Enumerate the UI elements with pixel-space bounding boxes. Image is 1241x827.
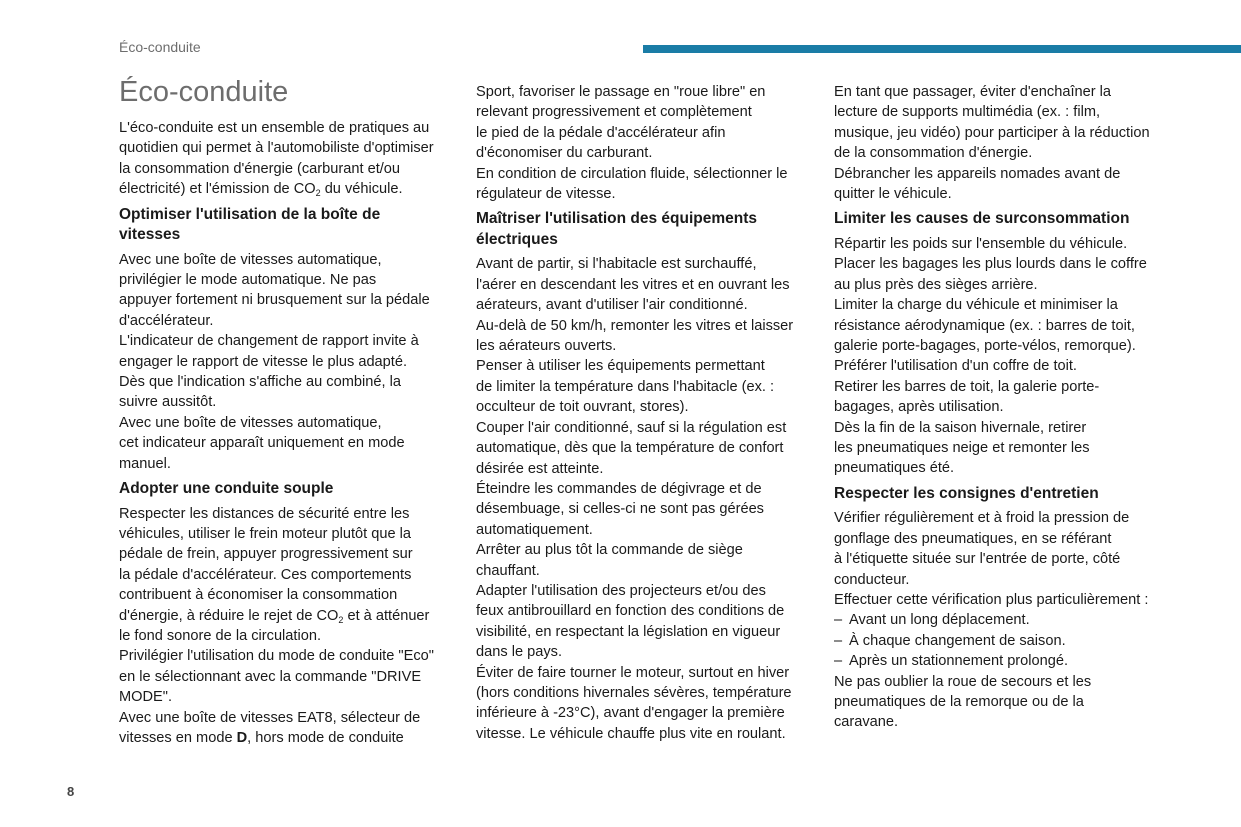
text-line: pneumatiques été.	[834, 460, 955, 477]
intro-paragraph	[119, 118, 454, 200]
dash-bullet: –	[834, 612, 843, 629]
text-line: suivre aussitôt.	[119, 394, 217, 411]
text-line: la consommation d'énergie (carburant et/ou	[119, 160, 401, 177]
text-line: aérateurs, avant d'utiliser l'air conditionné.	[476, 297, 748, 314]
text-line: régulateur de vitesse.	[476, 186, 616, 203]
text-line: Placer les bagages les plus lourds dans le coffre	[834, 256, 1147, 273]
text-line: Éviter de faire tourner le moteur, surtout en hiver	[476, 664, 790, 681]
column-1	[119, 118, 454, 748]
text-line: les pneumatiques neige et remonter les	[834, 440, 1090, 456]
section-heading-electrical: Maîtriser l'utilisation des équipements électriques	[476, 210, 758, 248]
text-line: quotidien qui permet à l'automobiliste d'optimiser	[119, 140, 434, 157]
text-line: le fond sonore de la circulation.	[119, 628, 322, 645]
dash-bullet: –	[834, 632, 843, 649]
text-line: L'éco-conduite est un ensemble de pratiques au	[119, 120, 430, 136]
text-line: appuyer fortement ni brusquement sur la pédale	[119, 292, 430, 309]
text-line: à l'étiquette située sur l'entrée de porte, côté	[834, 551, 1121, 568]
text-line: désirée est atteinte.	[476, 460, 604, 477]
header-section-label: Éco-conduite	[119, 39, 201, 55]
text-line: Sport, favoriser le passage en "roue libre" en	[476, 84, 766, 100]
text-line: véhicules, utiliser le frein moteur plutôt que la	[119, 526, 412, 542]
text-line: conducteur.	[834, 571, 910, 588]
text-line: Limiter la charge du véhicule et minimiser la	[834, 297, 1118, 314]
text-line: l'aérer en descendant les vitres et en ouvrant les	[476, 276, 790, 293]
text-line: Préférer l'utilisation d'un coffre de toit.	[834, 358, 1077, 375]
list-item: – Avant un long déplacement.	[834, 610, 1169, 630]
section-heading-gearbox: Optimiser l'utilisation de la boîte de vitesses	[119, 205, 381, 244]
section-heading-maintenance: Respecter les consignes d'entretien	[834, 484, 1099, 502]
text-line: dans le pays.	[476, 644, 562, 661]
text-line: Débrancher les appareils nomades avant de	[834, 165, 1121, 182]
text-line: électricité) et l'émission de $CO_2$ du véhicule.	[119, 181, 403, 199]
text-line: Arrêter au plus tôt la commande de siège	[476, 542, 743, 559]
subscript: 2	[315, 188, 321, 199]
text-line: occulteur de toit ouvrant, stores).	[476, 399, 689, 416]
text-line: manuel.	[119, 455, 171, 472]
text-line: caravane.	[834, 714, 899, 731]
text-line: de la consommation d'énergie.	[834, 145, 1033, 162]
text-line: lecture de supports multimédia (ex. : film,	[834, 104, 1101, 121]
text-line: d'économiser du carburant.	[476, 145, 653, 162]
text-line: d'énergie, à réduire le rejet de $CO_2$ et à atténuer	[119, 607, 430, 625]
text-line: pneumatiques de la remorque ou de la	[834, 693, 1084, 710]
text-line: Respecter les distances de sécurité entre les	[119, 505, 410, 522]
text-line: d'accélérateur.	[119, 312, 214, 329]
text-line: Avant de partir, si l'habitacle est surchauffé,	[476, 256, 757, 273]
text-line: les aérateurs ouverts.	[476, 338, 617, 355]
text-line: relevant progressivement et complètement	[476, 104, 752, 121]
column-2	[476, 82, 811, 744]
text-line: engager le rapport de vitesse le plus adapté.	[119, 353, 408, 370]
text-line: feux antibrouillard en fonction des conditions de	[476, 603, 785, 620]
list-item: – À chaque changement de saison.	[834, 631, 1169, 651]
text-line: Privilégier l'utilisation du mode de conduite "Eco"	[119, 648, 434, 665]
text-line: Éteindre les commandes de dégivrage et de	[476, 480, 762, 497]
text-line: vitesses en mode D, hors mode de conduite	[119, 730, 404, 747]
text-line: privilégier le mode automatique. Ne pas	[119, 272, 377, 289]
text-line: pédale de frein, appuyer progressivement sur	[119, 546, 413, 563]
text-line: Vérifier régulièrement et à froid la pression de	[834, 510, 1130, 527]
dash-bullet: –	[834, 653, 843, 670]
text-line: Répartir les poids sur l'ensemble du véhicule.	[834, 235, 1128, 252]
bold-mode-d: D	[236, 730, 248, 747]
text-line: musique, jeu vidéo) pour participer à la réduction	[834, 124, 1150, 141]
text-line: Retirer les barres de toit, la galerie porte-	[834, 378, 1100, 395]
text-line: Dès que l'indication s'affiche au combiné, la	[119, 374, 401, 391]
text-line: Adapter l'utilisation des projecteurs et/ou des	[476, 582, 766, 599]
text-line: Penser à utiliser les équipements permettant	[476, 358, 765, 375]
text-line: contribuent à économiser la consommation	[119, 587, 398, 604]
text-line: MODE".	[119, 689, 173, 706]
gearbox-paragraph	[119, 250, 454, 474]
text-line: au plus près des sièges arrière.	[834, 276, 1038, 293]
text-line: quitter le véhicule.	[834, 186, 952, 203]
text-line: automatique, dès que la température de confort	[476, 440, 784, 457]
column-3	[834, 82, 1169, 733]
overconsumption-paragraph	[834, 234, 1169, 479]
continued-paragraph	[476, 82, 811, 204]
text-line: visibilité, en respectant la législation en vigueur	[476, 623, 781, 640]
text-line: résistance aérodynamique (ex. : barres de toit,	[834, 317, 1135, 334]
text-line: Couper l'air conditionné, sauf si la régulation est	[476, 419, 787, 436]
page-number: 8	[67, 784, 75, 799]
text-line: chauffant.	[476, 562, 540, 579]
text-line: gonflage des pneumatiques, en se référant	[834, 530, 1112, 547]
electrical-paragraph	[476, 254, 811, 744]
list-item: – Après un stationnement prolongé.	[834, 651, 1169, 671]
text-line: En condition de circulation fluide, sélectionner le	[476, 165, 788, 182]
text-line: automatiquement.	[476, 521, 593, 538]
section-heading-overconsumption: Limiter les causes de surconsommation	[834, 210, 1130, 228]
text-line: Dès la fin de la saison hivernale, retirer	[834, 419, 1087, 436]
text-line: Avec une boîte de vitesses automatique,	[119, 414, 382, 431]
text-line: en le sélectionnant avec la commande "DRIVE	[119, 668, 422, 685]
section-heading-smooth-driving: Adopter une conduite souple	[119, 480, 334, 498]
text-line: inférieure à -23°C), avant d'engager la première	[476, 705, 785, 722]
text-line: cet indicateur apparaît uniquement en mode	[119, 435, 405, 452]
text-line: Au-delà de 50 km/h, remonter les vitres et laisser	[476, 317, 794, 334]
text-line: (hors conditions hivernales sévères, température	[476, 684, 792, 701]
text-line: bagages, après utilisation.	[834, 399, 1004, 416]
maintenance-paragraph	[834, 508, 1169, 732]
subscript: 2	[338, 614, 344, 625]
text-line: Effectuer cette vérification plus particulièrement :	[834, 591, 1149, 608]
text-line: de limiter la température dans l'habitacle (ex. :	[476, 378, 775, 395]
text-line: galerie porte-bagages, porte-vélos, remorque).	[834, 337, 1136, 354]
smooth-driving-paragraph	[119, 504, 454, 749]
text-line: désembuage, si celles-ci ne sont pas gérées	[476, 501, 764, 518]
continued-paragraph	[834, 82, 1169, 204]
header-accent-bar	[643, 45, 1241, 53]
text-line: Avec une boîte de vitesses automatique,	[119, 251, 382, 268]
page-title: Éco-conduite	[119, 76, 289, 108]
text-line: le pied de la pédale d'accélérateur afin	[476, 124, 726, 141]
text-line: Ne pas oublier la roue de secours et les	[834, 673, 1092, 690]
text-line: la pédale d'accélérateur. Ces comportements	[119, 566, 412, 583]
text-line: En tant que passager, éviter d'enchaîner la	[834, 84, 1112, 100]
text-line: vitesse. Le véhicule chauffe plus vite en roulant.	[476, 725, 786, 742]
text-line: Avec une boîte de vitesses EAT8, sélecteur de	[119, 709, 421, 726]
text-line: L'indicateur de changement de rapport invite à	[119, 333, 419, 350]
